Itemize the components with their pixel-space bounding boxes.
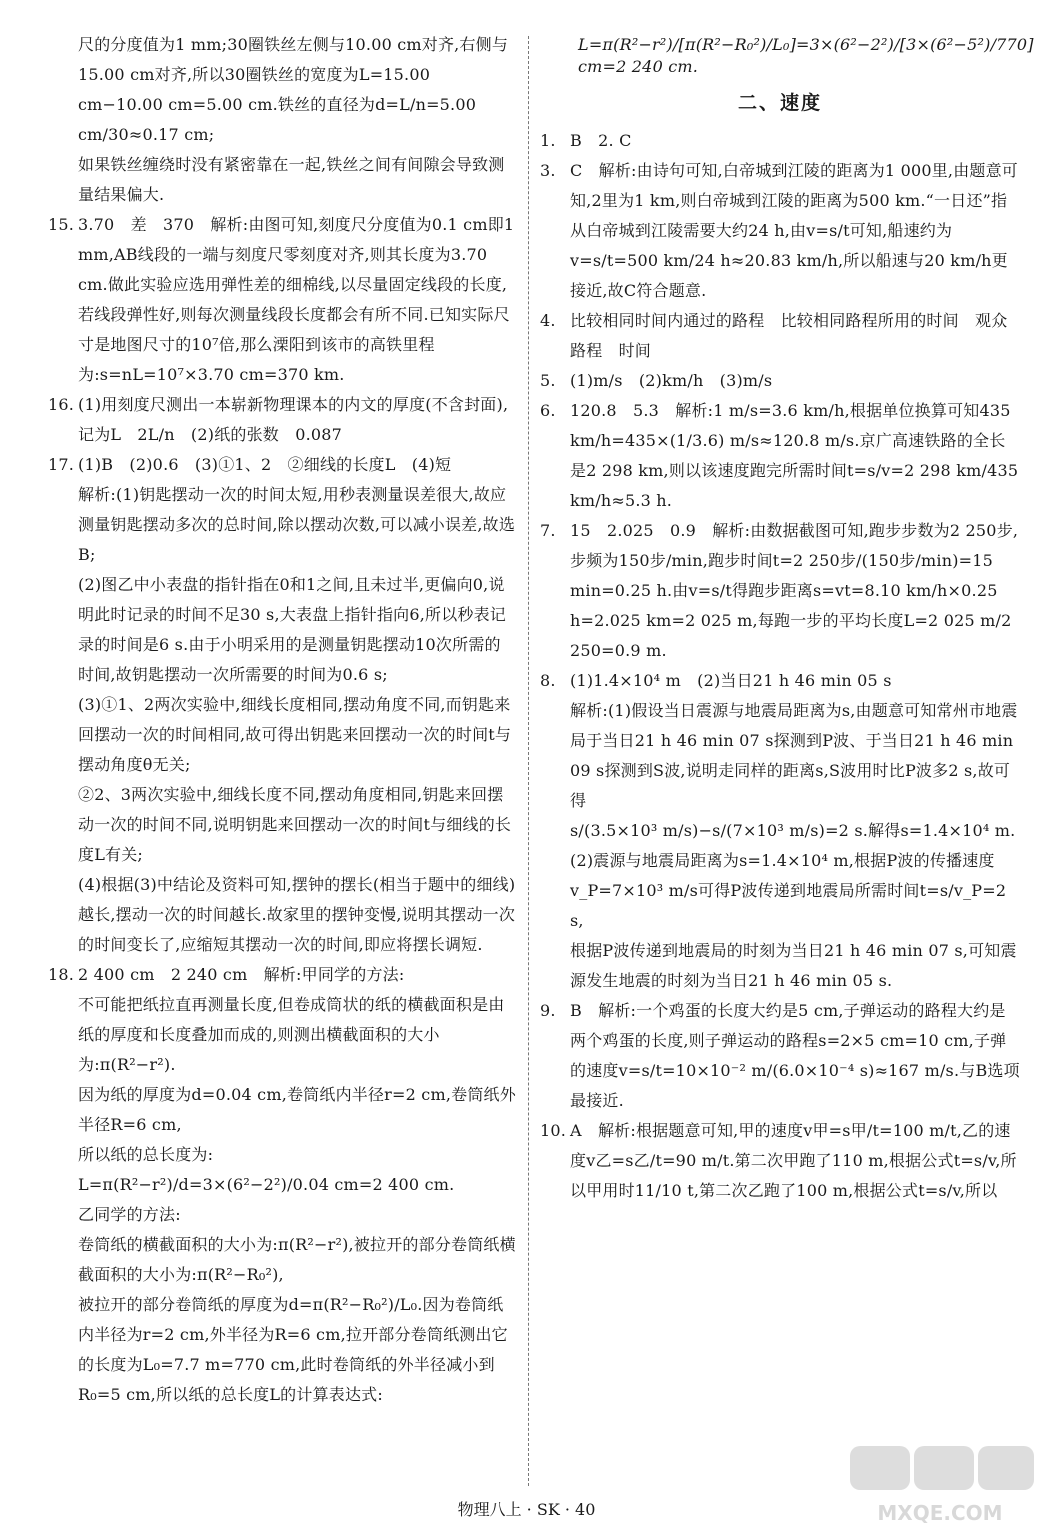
left-paragraph bbox=[48, 210, 516, 390]
section-title: 二、速度 bbox=[737, 92, 822, 114]
left-paragraph bbox=[48, 30, 516, 150]
left-item-text: 如果铁丝缠绕时没有紧密靠在一起,铁丝之间有间隙会导致测量结果偏大. bbox=[78, 155, 505, 204]
left-item-text: 卷筒纸的横截面积的大小为:π(R²−r²),被拉开的部分卷筒纸横截面积的大小为:π(R²−R₀²), bbox=[78, 1235, 516, 1284]
left-paragraph bbox=[48, 1140, 516, 1170]
left-item-number: 17. bbox=[48, 455, 75, 474]
left-paragraph bbox=[48, 480, 516, 570]
left-item-text: 解析:(1)钥匙摆动一次的时间太短,用秒表测量误差很大,故应测量钥匙摆动多次的总时间,除以摆动次数,可以减小误差,故选B; bbox=[78, 485, 516, 564]
right-item-number: 9. bbox=[540, 1001, 556, 1020]
left-item-text: 3.70 差 370 解析:由图可知,刻度尺分度值为0.1 cm即1 mm,AB线段的一端与刻度尺零刻度对齐,则其长度为3.70 cm.做此实验应选用弹性差的细棉线,以尽量固定线段的长度,若线段弹性好,则每次测量线段长度都会有所不同.已知实际尺寸是地图尺寸的10⁷倍,那么溧阳到该市的高铁里程为:s=nL=10⁷×3.70 cm=370 km. bbox=[78, 215, 515, 384]
left-item-text: ②2、3两次实验中,细线长度不同,摆动角度相同,钥匙来回摆动一次的时间不同,说明钥匙来回摆动一次的时间t与细线的长度L有关; bbox=[78, 785, 512, 864]
right-paragraph bbox=[540, 816, 1020, 846]
left-item-text: (4)根据(3)中结论及资料可知,摆钟的摆长(相当于题中的细线)越长,摆动一次的时间越长.故家里的摆钟变慢,说明其摆动一次的时间变长了,应缩短其摆动一次的时间,即应将摆长调短. bbox=[78, 875, 516, 954]
left-paragraph bbox=[48, 780, 516, 870]
right-paragraph bbox=[540, 126, 1020, 156]
left-paragraph bbox=[48, 960, 516, 990]
carryover-equation: L=π(R²−r²)/[π(R²−R₀²)/L₀]=3×(6²−2²)/[3×(6²−5²)/770] cm=2 240 cm. bbox=[578, 35, 1034, 76]
left-item-text: 尺的分度值为1 mm;30圈铁丝左侧与10.00 cm对齐,右侧与15.00 cm对齐,所以30圈铁丝的宽度为L=15.00 cm−10.00 cm=5.00 cm.铁丝的直径为d=L/n=5.00 cm/30≈0.17 cm; bbox=[78, 35, 509, 144]
left-paragraph bbox=[48, 1230, 516, 1290]
left-item-text: L=π(R²−r²)/d=3×(6²−2²)/0.04 cm=2 400 cm. bbox=[78, 1175, 455, 1194]
left-item-text: (1)用刻度尺测出一本崭新物理课本的内文的厚度(不含封面),记为L 2L/n (2)纸的张数 0.087 bbox=[78, 395, 509, 444]
left-item-text: (2)图乙中小表盘的指针指在0和1之间,且未过半,更偏向0,说明此时记录的时间不足30 s,大表盘上指针指向6,所以秒表记录的时间是6 s.由于小明采用的是测量钥匙摆动10次所需的时间,故钥匙摆动一次所需要的时间为0.6 s; bbox=[78, 575, 507, 684]
left-item-text: (3)①1、2两次实验中,细线长度相同,摆动角度不同,而钥匙来回摆动一次的时间相同,故可得出钥匙来回摆动一次的时间t与摆动角度θ无关; bbox=[78, 695, 512, 774]
right-paragraph bbox=[540, 996, 1020, 1116]
left-paragraph bbox=[48, 1170, 516, 1200]
left-item-text: 因为纸的厚度为d=0.04 cm,卷筒纸内半径r=2 cm,卷筒纸外半径R=6 cm, bbox=[78, 1085, 516, 1134]
right-item-text: (1)m/s (2)km/h (3)m/s bbox=[570, 371, 773, 390]
right-item-number: 7. bbox=[540, 521, 556, 540]
right-item-text: A 解析:根据题意可知,甲的速度v甲=s甲/t=100 m/t,乙的速度v乙=s乙/t=90 m/t.第二次甲跑了110 m,根据公式t=s/v,所以甲用时11/10 t,第二次乙跑了100 m,根据公式t=s/v,所以 bbox=[570, 1121, 1017, 1200]
left-paragraph bbox=[48, 990, 516, 1080]
right-item-text: 15 2.025 0.9 解析:由数据截图可知,跑步步数为2 250步,步频为150步/min,跑步时间t=2 250步/(150步/min)=15 min=0.25 h.由v=s/t得跑步距离s=vt=8.10 km/h×0.25 h=2.025 km=2 025 m,每跑一步的平均长度L=2 025 m/2 250=0.9 m. bbox=[570, 521, 1019, 660]
right-item-number: 1. bbox=[540, 131, 556, 150]
page-footer: 物理八上 · SK · 40 bbox=[457, 1500, 596, 1519]
right-paragraph bbox=[540, 696, 1020, 816]
right-item-text: 根据P波传递到地震局的时刻为当日21 h 46 min 07 s,可知震源发生地震的时刻为当日21 h 46 min 05 s. bbox=[570, 941, 1017, 990]
left-item-text: 所以纸的总长度为: bbox=[78, 1145, 214, 1164]
right-item-number: 4. bbox=[540, 311, 556, 330]
left-paragraph bbox=[48, 570, 516, 690]
left-item-text: (1)B (2)0.6 (3)①1、2 ②细线的长度L (4)短 bbox=[78, 455, 452, 474]
right-paragraph bbox=[540, 846, 1020, 936]
right-item-text: 解析:(1)假设当日震源与地震局距离为s,由题意可知常州市地震局于当日21 h 46 min 07 s探测到P波、于当日21 h 46 min 09 s探测到S波,说明走同样的距离s,S波用时比P波多2 s,故可得 bbox=[570, 701, 1018, 810]
right-item-text: (1)1.4×10⁴ m (2)当日21 h 46 min 05 s bbox=[570, 671, 892, 690]
right-item-number: 10. bbox=[540, 1121, 567, 1140]
right-item-text: 120.8 5.3 解析:1 m/s=3.6 km/h,根据单位换算可知435 km/h=435×(1/3.6) m/s≈120.8 m/s.京广高速铁路的全长是2 298 km,则以该速度跑完所需时间t=s/v=2 298 km/435 km/h≈5.3 h. bbox=[570, 401, 1019, 510]
right-paragraph bbox=[540, 396, 1020, 516]
left-item-text: 被拉开的部分卷筒纸的厚度为d=π(R²−R₀²)/L₀.因为卷筒纸内半径为r=2 cm,外半径为R=6 cm,拉开部分卷筒纸测出它的长度为L₀=7.7 m=770 cm,此时卷筒纸的外半径减小到R₀=5 cm,所以纸的总长度L的计算表达式: bbox=[78, 1295, 508, 1404]
left-item-number: 15. bbox=[48, 215, 75, 234]
right-item-text: (2)震源与地震局距离为s=1.4×10⁴ m,根据P波的传播速度v_P=7×10³ m/s可得P波传递到地震局所需时间t=s/v_P=2 s, bbox=[570, 851, 1007, 930]
right-paragraph bbox=[540, 516, 1020, 666]
right-item-number: 5. bbox=[540, 371, 556, 390]
left-paragraph bbox=[48, 390, 516, 450]
watermark-logo bbox=[840, 1440, 1040, 1530]
left-item-text: 2 400 cm 2 240 cm 解析:甲同学的方法: bbox=[78, 965, 405, 984]
right-item-number: 6. bbox=[540, 401, 556, 420]
right-item-number: 3. bbox=[540, 161, 556, 180]
left-paragraph bbox=[48, 1200, 516, 1230]
left-item-number: 16. bbox=[48, 395, 75, 414]
right-item-number: 8. bbox=[540, 671, 556, 690]
right-paragraph bbox=[540, 666, 1020, 696]
right-item-text: C 解析:由诗句可知,白帝城到江陵的距离为1 000里,由题意可知,2里为1 km,则白帝城到江陵的距离为500 km.“一日还”指从白帝城到江陵需要大约24 h,由v=s/t可知,船速约为v=s/t=500 km/24 h≈20.83 km/h,所以船速与20 km/h更接近,故C符合题意. bbox=[570, 161, 1019, 300]
left-item-number: 18. bbox=[48, 965, 75, 984]
right-paragraph bbox=[540, 366, 1020, 396]
left-paragraph bbox=[48, 150, 516, 210]
left-paragraph bbox=[48, 1080, 516, 1140]
right-item-text: B 2. C bbox=[570, 131, 632, 150]
left-column bbox=[48, 30, 516, 1410]
left-paragraph bbox=[48, 1290, 516, 1410]
right-item-text: B 解析:一个鸡蛋的长度大约是5 cm,子弹运动的路程大约是两个鸡蛋的长度,则子弹运动的路程s=2×5 cm=10 cm,子弹的速度v=s/t=10×10⁻² m/(6.0×10⁻⁴ s)≈167 m/s.与B选项最接近. bbox=[570, 1001, 1020, 1110]
left-paragraph bbox=[48, 450, 516, 480]
right-item-text: 比较相同时间内通过的路程 比较相同路程所用的时间 观众 路程 时间 bbox=[570, 311, 1024, 360]
watermark-text: MXQE.COM bbox=[877, 1501, 1003, 1525]
right-paragraph bbox=[540, 156, 1020, 306]
left-item-text: 不可能把纸拉直再测量长度,但卷成筒状的纸的横截面积是由纸的厚度和长度叠加而成的,则测出横截面积的大小为:π(R²−r²). bbox=[78, 995, 505, 1074]
right-column bbox=[540, 30, 1034, 1206]
right-paragraph bbox=[540, 936, 1020, 996]
right-paragraph bbox=[540, 1116, 1020, 1206]
left-item-text: 乙同学的方法: bbox=[78, 1205, 181, 1224]
right-answers bbox=[540, 126, 1024, 1206]
left-paragraph bbox=[48, 690, 516, 780]
right-item-text: s/(3.5×10³ m/s)−s/(7×10³ m/s)=2 s.解得s=1.4×10⁴ m. bbox=[570, 821, 1016, 840]
left-paragraph bbox=[48, 870, 516, 960]
right-paragraph bbox=[540, 306, 1024, 366]
column-divider bbox=[528, 36, 529, 1486]
